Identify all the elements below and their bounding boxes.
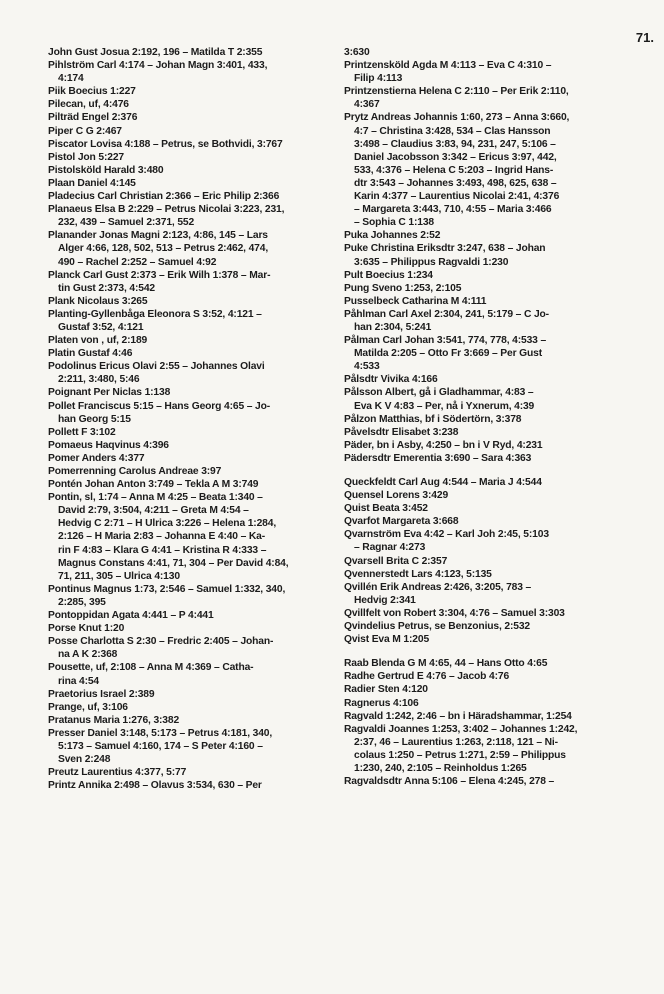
index-entry-line: Påhlman Carl Axel 2:304, 241, 5:179 – C Jo- [344,308,549,320]
index-entry-line: Ragvaldsdtr Anna 5:106 – Elena 4:245, 278 – [344,776,555,788]
index-entry-line: Presser Daniel 3:148, 5:173 – Petrus 4:181, 340, [48,727,273,739]
index-entry-line: Pratanus Maria 1:276, 3:382 [48,714,180,726]
index-entry-line: Pollet Franciscus 5:15 – Hans Georg 4:65 – Jo- [48,400,271,412]
index-column-right [344,46,640,788]
index-entry-line: Pilträd Engel 2:376 [48,112,138,124]
index-entry [48,400,336,426]
index-entry-line: Radhe Gertrud E 4:76 – Jacob 4:76 [344,671,510,683]
index-entry-line: Pollett F 3:102 [48,426,116,438]
index-entry [344,413,640,426]
index-entry [344,476,640,489]
index-entry [48,164,336,177]
index-entry-line: Pontinus Magnus 1:73, 2:546 – Samuel 1:332, 340, [48,583,286,595]
index-entry-line: Pousette, uf, 2:108 – Anna M 4:369 – Catha- [48,662,254,674]
index-entry-line: Påvelsdtr Elisabet 3:238 [344,426,459,438]
index-entry-line: Päder, bn i Asby, 4:250 – bn i V Ryd, 4:231 [344,439,543,451]
index-entry [344,295,640,308]
index-entry-line: David 2:79, 3:504, 4:211 – Greta M 4:54 – [58,505,249,517]
index-entry [344,269,640,282]
index-entry [48,203,336,229]
index-entry-line: rin F 4:83 – Klara G 4:41 – Kristina R 4:333 – [58,544,267,556]
index-entry [48,478,336,491]
index-entry [48,334,336,347]
index-entry [48,111,336,124]
index-entry [48,465,336,478]
index-entry-line: – Margareta 3:443, 710, 4:55 – Maria 3:466 [354,204,552,216]
index-entry-line: Pålsson Albert, gå i Gladhammar, 4:83 – [344,387,534,399]
index-entry-line: Plaan Daniel 4:145 [48,177,136,189]
index-entry-line: Quist Beata 3:452 [344,503,428,515]
index-entry-line: Ragnerus 4:106 [344,697,419,709]
index-entry-line: John Gust Josua 2:192, 196 – Matilda T 2:355 [48,47,263,58]
index-entry-line: Radier Sten 4:120 [344,684,428,696]
index-entry [48,688,336,701]
index-entry [48,439,336,452]
index-entry [48,177,336,190]
index-entry [344,723,640,775]
index-entry-line: 232, 439 – Samuel 2:371, 552 [58,217,195,229]
page-number: 71. [635,30,654,45]
index-entry-line: Ragvaldi Joannes 1:253, 3:402 – Johannes 1:242, [344,723,578,735]
index-entry-line: Queckfeldt Carl Aug 4:544 – Maria J 4:544 [344,477,542,488]
index-entry-line: Hedvig 2:341 [354,594,416,606]
index-entry [344,528,640,554]
index-entry-line: Pistolsköld Harald 3:480 [48,164,164,176]
index-entry-line: na A K 2:368 [58,649,118,661]
index-entry [48,59,336,85]
index-entry [48,151,336,164]
index-entry-line: Pult Boecius 1:234 [344,269,433,281]
index-entry [344,111,640,229]
index-entry-line: Matilda 2:205 – Otto Fr 3:669 – Per Gust [354,348,542,360]
index-entry [48,609,336,622]
index-entry-line: Pålzon Matthias, bf i Södertörn, 3:378 [344,413,522,425]
index-entry [344,452,640,465]
index-entry-line: Printzenstierna Helena C 2:110 – Per Erik 2:110, [344,86,569,98]
index-entry [48,386,336,399]
index-entry [344,697,640,710]
index-entry [48,779,336,792]
index-entry-line: Prange, uf, 3:106 [48,701,128,713]
index-entry-line: Pomerrenning Carolus Andreae 3:97 [48,466,222,477]
index-entry-line: Puka Johannes 2:52 [344,230,441,242]
index-entry-line: Planander Jonas Magni 2:123, 4:86, 145 – Lars [48,230,268,242]
index-entry [344,515,640,528]
index-entry-line: Qvarnström Eva 4:42 – Karl Joh 2:45, 5:103 [344,529,549,541]
index-entry-line: Qvist Eva M 1:205 [344,634,430,646]
index-entry-line: 490 – Rachel 2:252 – Samuel 4:92 [58,256,217,268]
index-entry-line: Planting-Gyllenbåga Eleonora S 3:52, 4:121 – [48,308,262,320]
index-entry-line: Filip 4:113 [354,73,403,85]
index-entry-line: Pung Sveno 1:253, 2:105 [344,282,462,294]
index-entry-line: Prytz Andreas Johannis 1:60, 273 – Anna 3:660, [344,112,570,124]
index-entry [48,714,336,727]
index-entry-line: han Georg 5:15 [58,413,131,425]
index-entry [344,710,640,723]
index-entry [344,229,640,242]
index-entry-line: tin Gust 2:373, 4:542 [58,282,155,294]
index-entry-line: Pädersdtr Emerentia 3:690 – Sara 4:363 [344,452,532,464]
index-entry-line: Eva K V 4:83 – Per, nå i Yxnerum, 4:39 [354,400,535,412]
index-entry [344,489,640,502]
index-entry-line: Sven 2:248 [58,754,111,766]
index-entry-line: Pistol Jon 5:227 [48,151,124,163]
index-entry [48,190,336,203]
index-entry [48,360,336,386]
index-entry [344,242,640,268]
index-entry-line: Qvillén Erik Andreas 2:426, 3:205, 783 – [344,581,532,593]
index-entry-line: Pålsdtr Vivika 4:166 [344,374,438,386]
index-entry-line: Puke Christina Eriksdtr 3:247, 638 – Johan [344,243,546,255]
index-entry-line: colaus 1:250 – Petrus 1:271, 2:59 – Philippus [354,749,566,761]
index-entry-line: Qvennerstedt Lars 4:123, 5:135 [344,568,492,580]
index-entry-line: Printz Annika 2:498 – Olavus 3:534, 630 – Per [48,780,262,792]
index-entry [48,426,336,439]
index-entry [344,670,640,683]
index-entry-line: Karin 4:377 – Laurentius Nicolai 2:41, 4:376 [354,191,560,203]
index-entry [48,347,336,360]
index-entry [48,661,336,687]
index-entry-line: 1:230, 240, 2:105 – Reinholdus 1:265 [354,762,527,774]
index-entry [344,426,640,439]
index-entry-line: Platin Gustaf 4:46 [48,348,133,360]
index-entry [48,269,336,295]
index-entry [48,635,336,661]
index-entry [344,620,640,633]
index-entry [48,308,336,334]
index-entry-line: 3:630 [344,47,370,58]
index-entry-line: Pusselbeck Catharina M 4:111 [344,295,487,307]
section-gap [344,646,640,657]
index-section-q [344,476,640,646]
index-entry-line: Pomaeus Haqvinus 4:396 [48,439,169,451]
index-entry [344,555,640,568]
index-entry-line: Posse Charlotta S 2:30 – Fredric 2:405 – Johan- [48,636,274,648]
index-entry [344,85,640,111]
index-entry-line: Planaeus Elsa B 2:229 – Petrus Nicolai 3:223, 231, [48,204,285,216]
index-entry-line: 2:285, 395 [58,596,106,608]
index-entry-line: dtr 3:543 – Johannes 3:493, 498, 625, 638 – [354,177,557,189]
index-entry-line: Quensel Lorens 3:429 [344,490,449,502]
index-entry-line: Qvillfelt von Robert 3:304, 4:76 – Samuel 3:303 [344,607,565,619]
index-entry-line: Plank Nicolaus 3:265 [48,295,148,307]
index-entry [48,491,336,583]
index-entry-line: Preutz Laurentius 4:377, 5:77 [48,767,187,779]
index-entry-line: 71, 211, 305 – Ulrica 4:130 [58,570,180,582]
index-entry-line: – Sophia C 1:138 [354,217,435,229]
index-entry-line: Daniel Jacobsson 3:342 – Ericus 3:97, 442, [354,151,557,163]
index-entry [48,229,336,268]
index-section-p-continued [344,46,640,465]
index-entry [344,334,640,373]
index-entry-line: – Ragnar 4:273 [354,542,426,554]
index-entry [344,657,640,670]
index-entry-line: Pilecan, uf, 4:476 [48,99,129,111]
index-entry [344,633,640,646]
index-entry-line: Pomer Anders 4:377 [48,452,145,464]
index-entry-line: Pontin, sl, 1:74 – Anna M 4:25 – Beata 1:340 – [48,492,263,504]
index-entry-line: Pontén Johan Anton 3:749 – Tekla A M 3:749 [48,479,259,491]
index-entry-line: 4:174 [58,73,84,85]
index-entry-line: 2:37, 46 – Laurentius 1:263, 2:118, 121 – Ni- [354,736,558,748]
index-entry-line: Platen von , uf, 2:189 [48,335,148,347]
index-entry [344,607,640,620]
index-column-left [48,46,336,792]
index-entry [48,766,336,779]
index-entry [344,502,640,515]
index-entry-line: rina 4:54 [58,675,100,687]
index-entry-line: han 2:304, 5:241 [354,321,432,333]
index-entry-line: Podolinus Ericus Olavi 2:55 – Johannes Olavi [48,361,265,373]
index-entry [48,125,336,138]
index-entry-line: 3:635 – Philippus Ragvaldi 1:230 [354,256,509,268]
index-entry [48,622,336,635]
index-entry-line: Piper C G 2:467 [48,125,122,137]
index-entry-line: Praetorius Israel 2:389 [48,688,155,700]
index-entry-line: 4:367 [354,99,380,111]
index-entry [344,683,640,696]
index-entry [48,98,336,111]
index-entry [344,386,640,412]
index-entry [344,373,640,386]
index-entry-line: Magnus Constans 4:41, 71, 304 – Per David 4:84, [58,557,289,569]
index-entry-line: Pålman Carl Johan 3:541, 774, 778, 4:533 – [344,335,547,347]
index-entry-line: 4:7 – Christina 3:428, 534 – Clas Hansson [354,125,551,137]
index-entry-line: Hedvig C 2:71 – H Ulrica 3:226 – Helena 1:284, [58,518,277,530]
index-entry [48,295,336,308]
index-entry-line: 4:533 [354,361,380,373]
index-entry-line: Qvarfot Margareta 3:668 [344,516,459,528]
index-entry [344,568,640,581]
index-entry [344,282,640,295]
index-section-r [344,657,640,788]
index-entry-line: 2:211, 3:480, 5:46 [58,374,140,386]
index-entry-line: 3:498 – Claudius 3:83, 94, 231, 247, 5:106 – [354,138,556,150]
index-entry [344,308,640,334]
index-entry-line: Qvarsell Brita C 2:357 [344,555,448,567]
index-entry [344,439,640,452]
index-entry [344,59,640,85]
index-entry-line: Printzensköld Agda M 4:113 – Eva C 4:310 – [344,60,552,72]
index-entry-line: 533, 4:376 – Helena C 5:203 – Ingrid Hans- [354,164,554,176]
index-entry [48,452,336,465]
index-entry-line: Alger 4:66, 128, 502, 513 – Petrus 2:462, 474, [58,243,269,255]
index-entry [344,581,640,607]
index-entry-line: 5:173 – Samuel 4:160, 174 – S Peter 4:160 – [58,740,263,752]
index-entry [344,46,640,59]
index-entry-line: Piscator Lovisa 4:188 – Petrus, se Bothvidi, 3:767 [48,138,283,150]
index-entry [48,583,336,609]
index-entry [48,701,336,714]
index-entry [48,138,336,151]
section-gap [344,465,640,476]
index-entry [48,85,336,98]
index-entry-line: Ragvald 1:242, 2:46 – bn i Häradshammar, 1:254 [344,710,572,722]
index-entry-line: Pladecius Carl Christian 2:366 – Eric Philip 2:366 [48,191,280,203]
index-entry [48,727,336,766]
index-entry [48,46,336,59]
index-entry-line: Piik Boecius 1:227 [48,86,136,98]
index-entry-line: 2:126 – H Maria 2:83 – Johanna E 4:40 – Ka- [58,531,266,543]
index-entry-line: Planck Carl Gust 2:373 – Erik Wilh 1:378 – Mar- [48,269,271,281]
index-entry-line: Raab Blenda G M 4:65, 44 – Hans Otto 4:65 [344,658,548,670]
index-entry-line: Pontoppidan Agata 4:441 – P 4:441 [48,610,214,622]
index-entry-line: Qvindelius Petrus, se Benzonius, 2:532 [344,621,530,633]
index-entry-line: Porse Knut 1:20 [48,623,125,635]
index-entry-line: Pihlström Carl 4:174 – Johan Magn 3:401, 433, [48,60,268,72]
index-entry [344,775,640,788]
index-entry-line: Poignant Per Niclas 1:138 [48,387,171,399]
index-entry-line: Gustaf 3:52, 4:121 [58,321,144,333]
